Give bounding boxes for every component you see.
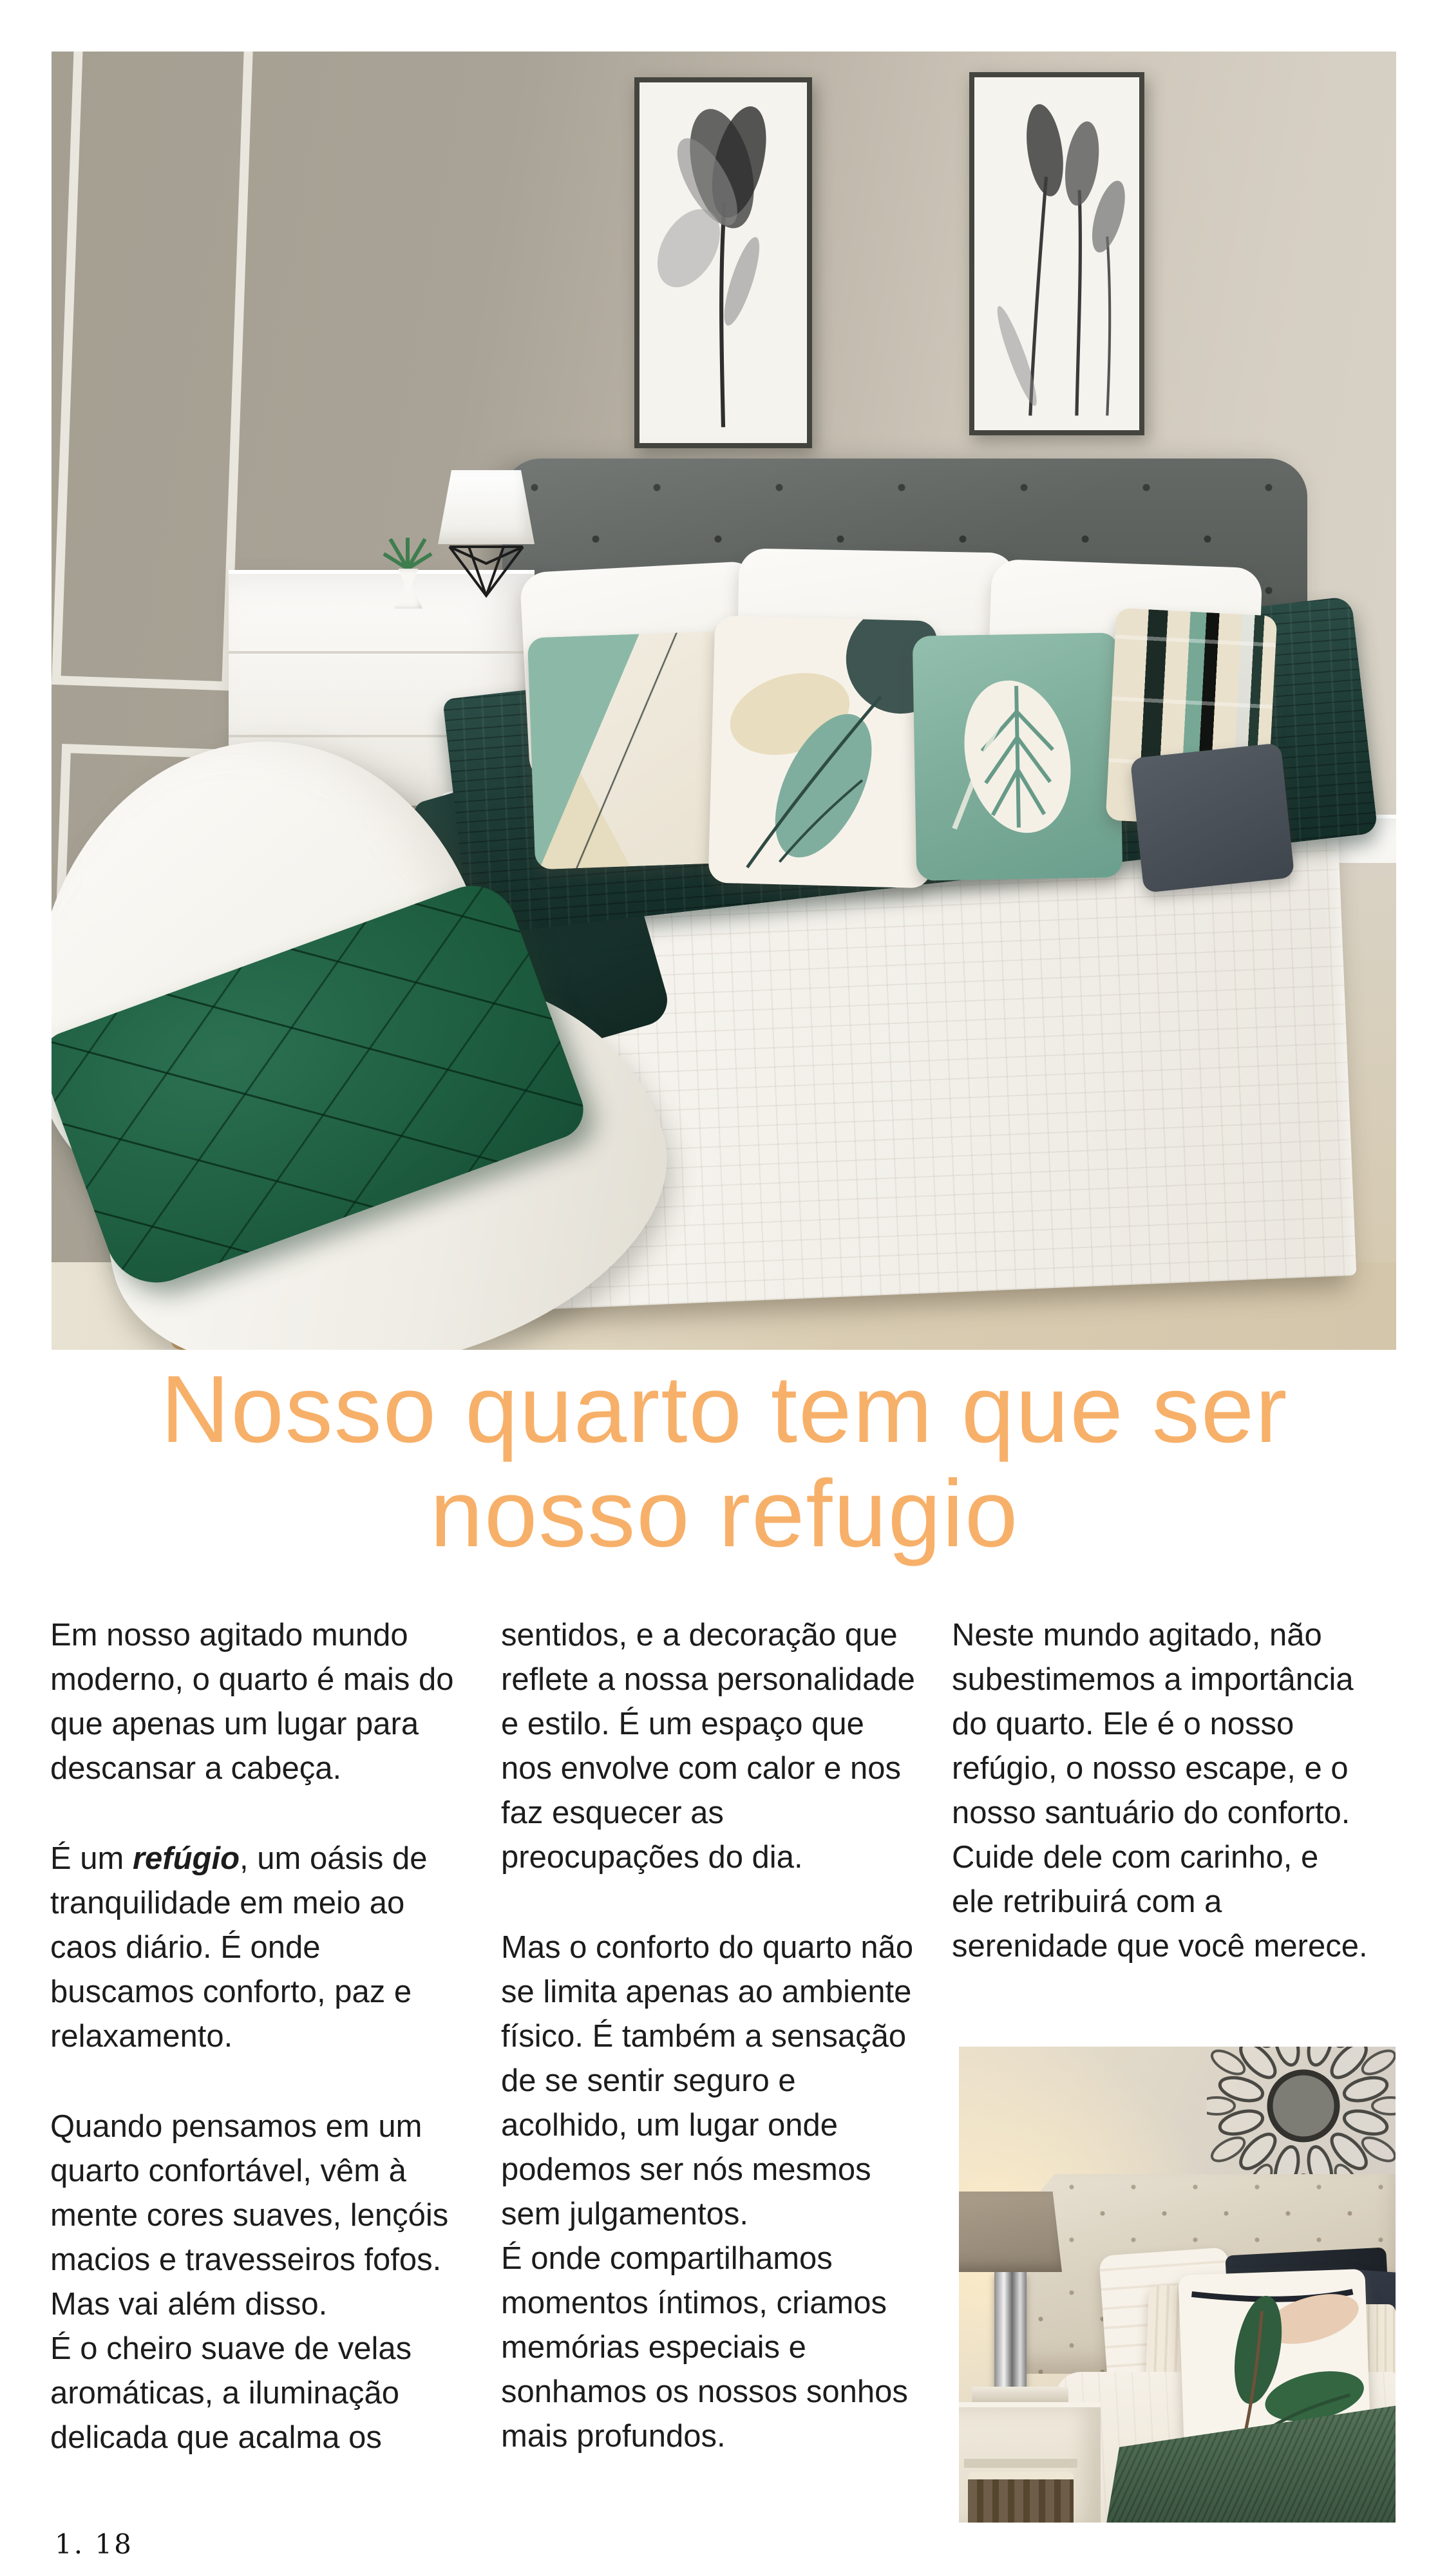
body-text: Em nosso agitado mundo moderno, o quarto é mais do que apenas um lugar para descansar a cabeça. bbox=[50, 1618, 454, 1786]
flower-print-art bbox=[974, 77, 1139, 430]
body-text: sentidos, e a decoração que reflete a nossa personalidade e estilo. É um espaço que nos envolve com calor e nos faz esquecer as preocupações do dia. bbox=[501, 1618, 915, 1875]
flower-print-frame bbox=[634, 77, 812, 448]
lamp-shade bbox=[438, 470, 535, 544]
lamp-wire-base bbox=[443, 544, 529, 598]
page-number: 1. 18 bbox=[55, 2528, 133, 2560]
title-line-1: Nosso quarto tem que ser bbox=[160, 1356, 1289, 1463]
leaf-print-pillow bbox=[708, 616, 938, 889]
paragraph bbox=[952, 1613, 1369, 1969]
paragraph bbox=[501, 1613, 918, 1880]
article-column-1 bbox=[50, 1613, 468, 2506]
lamp-base bbox=[994, 2272, 1027, 2391]
flower-print-frame bbox=[969, 72, 1144, 435]
dark-pillow bbox=[1130, 743, 1295, 893]
shelf bbox=[964, 2459, 1077, 2468]
body-text: É um bbox=[50, 1841, 133, 1876]
body-text: É onde compartilhamos momentos íntimos, criamos memórias especiais e sonhamos os nossos sonhos mais profundos. bbox=[501, 2241, 908, 2454]
geometric-pillow bbox=[527, 631, 738, 870]
body-text: Mas o conforto do quarto não se limita apenas ao ambiente físico. É também a sensação de se sentir seguro e acolhido, um lugar onde podemos ser nós mesmos sem julgamentos. bbox=[501, 1930, 914, 2231]
hero-bedroom-photo bbox=[52, 52, 1396, 1350]
body-text: É o cheiro suave de velas aromáticas, a iluminação delicada que acalma os bbox=[50, 2331, 412, 2455]
geometric-vase bbox=[393, 569, 424, 609]
article-column-2 bbox=[501, 1613, 918, 2505]
flower-print-art bbox=[639, 82, 807, 443]
page-title bbox=[0, 1358, 1449, 1566]
lamp-shade bbox=[959, 2192, 1062, 2272]
emphasized-word: refúgio bbox=[132, 1841, 240, 1876]
paragraph bbox=[50, 1837, 468, 2059]
paragraph bbox=[501, 1926, 918, 2459]
paragraph bbox=[50, 2105, 468, 2460]
leaf-print-art bbox=[708, 616, 938, 889]
plant bbox=[379, 525, 437, 609]
green-leaf-pillow bbox=[913, 632, 1123, 881]
stacked-books bbox=[972, 2387, 1068, 2403]
paragraph bbox=[50, 1613, 468, 1791]
title-line-2: nosso refugio bbox=[430, 1461, 1019, 1567]
drawer-line bbox=[229, 651, 535, 654]
leaf-outline-art bbox=[913, 632, 1123, 881]
body-text: Neste mundo agitado, não subestimemos a importância do quarto. Ele é o nosso refúgio, o nosso escape, e o nosso santuário do conforto. Cuide dele com carinho, e ele retribuirá com a serenidade que você merece. bbox=[952, 1618, 1368, 1964]
wall-molding bbox=[52, 52, 254, 691]
secondary-bedroom-photo bbox=[959, 2047, 1396, 2523]
body-text: Quando pensamos em um quarto confortável, vêm à mente cores suaves, lençóis macios e travesseiros fofos. Mas vai além disso. bbox=[50, 2109, 449, 2322]
nightstand bbox=[959, 2402, 1101, 2523]
plant-leaves bbox=[379, 525, 437, 570]
body-text: , um oásis de tranquilidade em meio ao caos diário. É onde buscamos conforto, paz e relaxamento. bbox=[50, 1841, 428, 2054]
wicker-basket bbox=[968, 2472, 1074, 2523]
article-column-3 bbox=[952, 1613, 1369, 2014]
